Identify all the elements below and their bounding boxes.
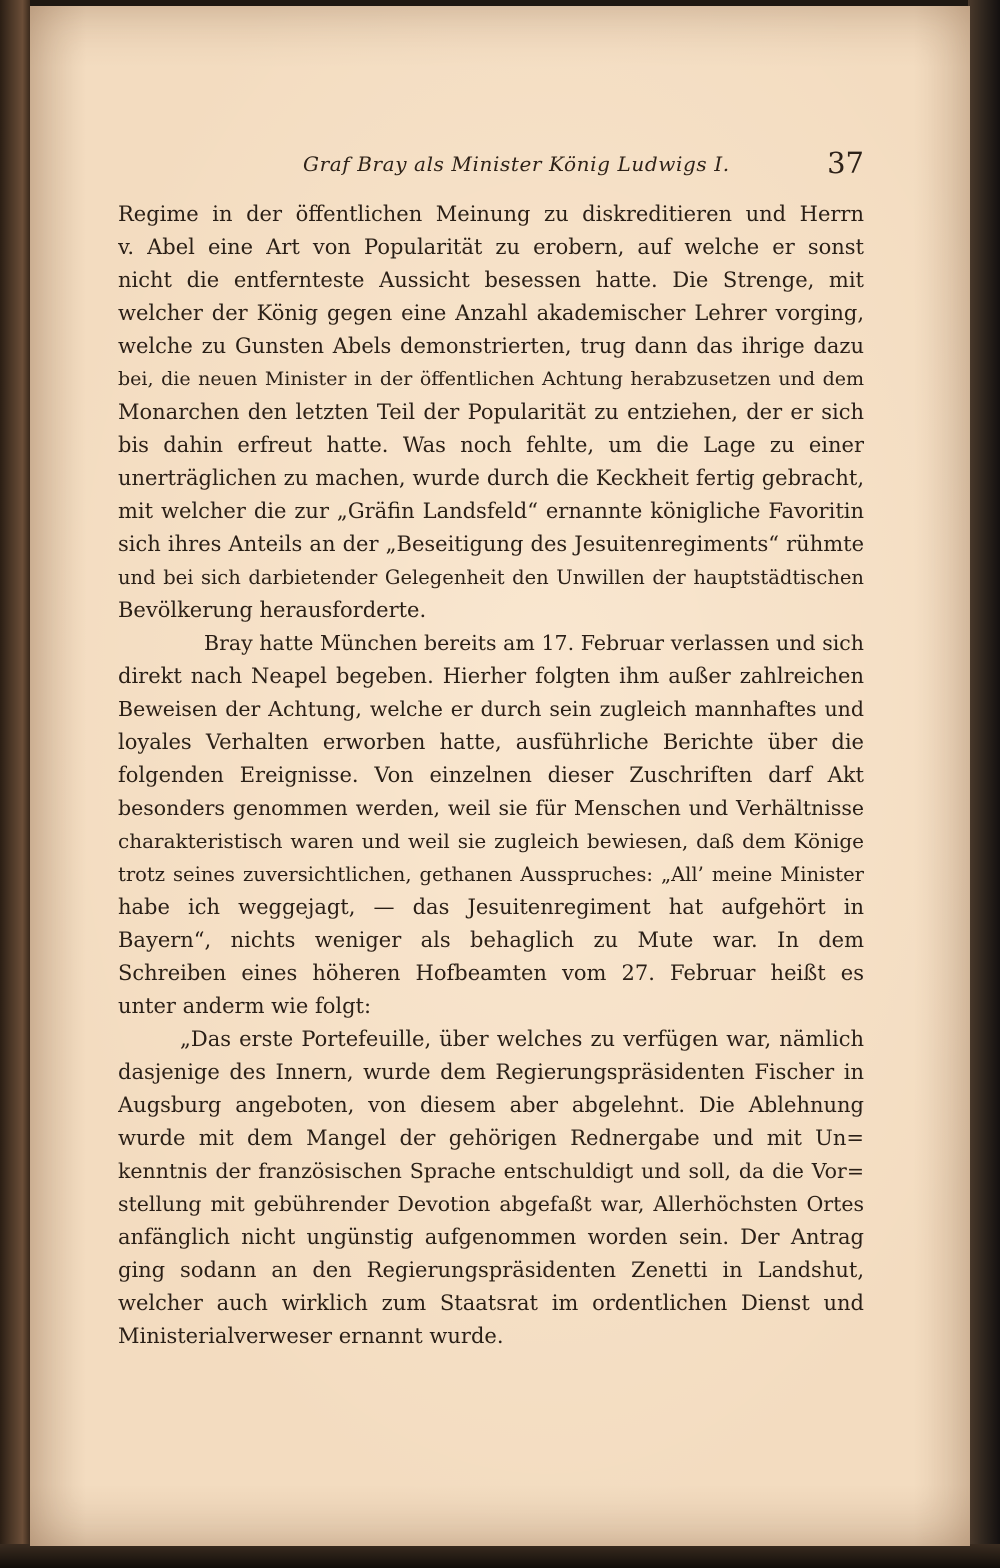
text-line: v. Abel eine Art von Popularität zu erobern, auf welche er sonst xyxy=(118,235,864,259)
text-line: und bei sich darbietender Gelegenheit den Unwillen der hauptstädtischen xyxy=(118,566,864,589)
text-line: charakteristisch waren und weil sie zugleich bewiesen, daß dem Könige xyxy=(118,829,864,853)
text-line: bis dahin erfreut hatte. Was noch fehlte, um die Lage zu einer xyxy=(118,433,864,457)
text-line: Bayern“, nichts weniger als behaglich zu Mute war. In dem xyxy=(118,928,864,952)
text-line: loyales Verhalten erworben hatte, ausführliche Berichte über die xyxy=(118,730,864,754)
text-line: unerträglichen zu machen, wurde durch die Keckheit fertig gebracht, xyxy=(118,466,864,490)
quote-start-line: „Das erste Portefeuille, über welches zu verfügen war, nämlich xyxy=(180,1027,864,1051)
text-line: Monarchen den letzten Teil der Popularität zu entziehen, der er sich xyxy=(118,400,864,424)
text-line: ging sodann an den Regierungspräsidenten Zenetti in Landshut, xyxy=(118,1258,864,1282)
text-line: welcher der König gegen eine Anzahl akademischer Lehrer vorging, xyxy=(118,301,864,325)
text-line: anfänglich nicht ungünstig aufgenommen worden sein. Der Antrag xyxy=(118,1225,864,1249)
text-line: welche zu Gunsten Abels demonstrierten, trug dann das ihrige dazu xyxy=(118,334,864,358)
left-binding-edge xyxy=(0,0,30,1568)
paragraph-end-line: Ministerialverweser ernannt wurde. xyxy=(118,1324,504,1348)
text-line: kenntnis der französischen Sprache entschuldigt und soll, da die Vor= xyxy=(118,1159,864,1183)
text-line: dasjenige des Innern, wurde dem Regierungspräsidenten Fischer in xyxy=(118,1060,864,1084)
running-head: Graf Bray als Minister König Ludwigs I. xyxy=(303,152,730,176)
paragraph-start-line: Bray hatte München bereits am 17. Februar verlassen und sich xyxy=(204,631,864,655)
text-line: bei, die neuen Minister in der öffentlichen Achtung herabzusetzen und dem xyxy=(118,368,864,390)
paragraph-end-line: Bevölkerung herausforderte. xyxy=(118,598,427,622)
book-page xyxy=(30,6,970,1546)
page-number: 37 xyxy=(827,146,864,180)
text-line: mit welcher die zur „Gräfin Landsfeld“ ernannte königliche Favoritin xyxy=(118,499,864,523)
body-text xyxy=(118,198,864,1353)
text-line: wurde mit dem Mangel der gehörigen Rednergabe und mit Un= xyxy=(118,1126,864,1150)
text-line: stellung mit gebührender Devotion abgefaßt war, Allerhöchsten Ortes xyxy=(118,1192,864,1216)
text-line: welcher auch wirklich zum Staatsrat im ordentlichen Dienst und xyxy=(118,1291,864,1315)
text-line: Schreiben eines höheren Hofbeamten vom 27. Februar heißt es xyxy=(118,961,864,985)
bottom-edge xyxy=(0,1544,1000,1568)
text-line: besonders genommen werden, weil sie für Menschen und Verhältnisse xyxy=(118,796,864,820)
text-line: trotz seines zuversichtlichen, gethanen Ausspruches: „All’ meine Minister xyxy=(118,863,864,886)
text-line: habe ich weggejagt, — das Jesuitenregiment hat aufgehört in xyxy=(118,895,864,919)
text-line: Beweisen der Achtung, welche er durch sein zugleich mannhaftes und xyxy=(118,697,864,721)
text-line: nicht die entfernteste Aussicht besessen hatte. Die Strenge, mit xyxy=(118,268,864,292)
right-binding-edge xyxy=(968,0,1000,1568)
text-line: Augsburg angeboten, von diesem aber abgelehnt. Die Ablehnung xyxy=(118,1093,864,1117)
text-line: sich ihres Anteils an der „Beseitigung des Jesuitenregiments“ rühmte xyxy=(118,532,864,556)
page-header xyxy=(118,146,864,186)
paragraph-end-line: unter anderm wie folgt: xyxy=(118,994,372,1018)
text-line: direkt nach Neapel begeben. Hierher folgten ihm außer zahlreichen xyxy=(118,664,864,688)
text-line: folgenden Ereignisse. Von einzelnen dieser Zuschriften darf Akt xyxy=(118,763,864,787)
text-line: Regime in der öffentlichen Meinung zu diskreditieren und Herrn xyxy=(118,202,864,226)
